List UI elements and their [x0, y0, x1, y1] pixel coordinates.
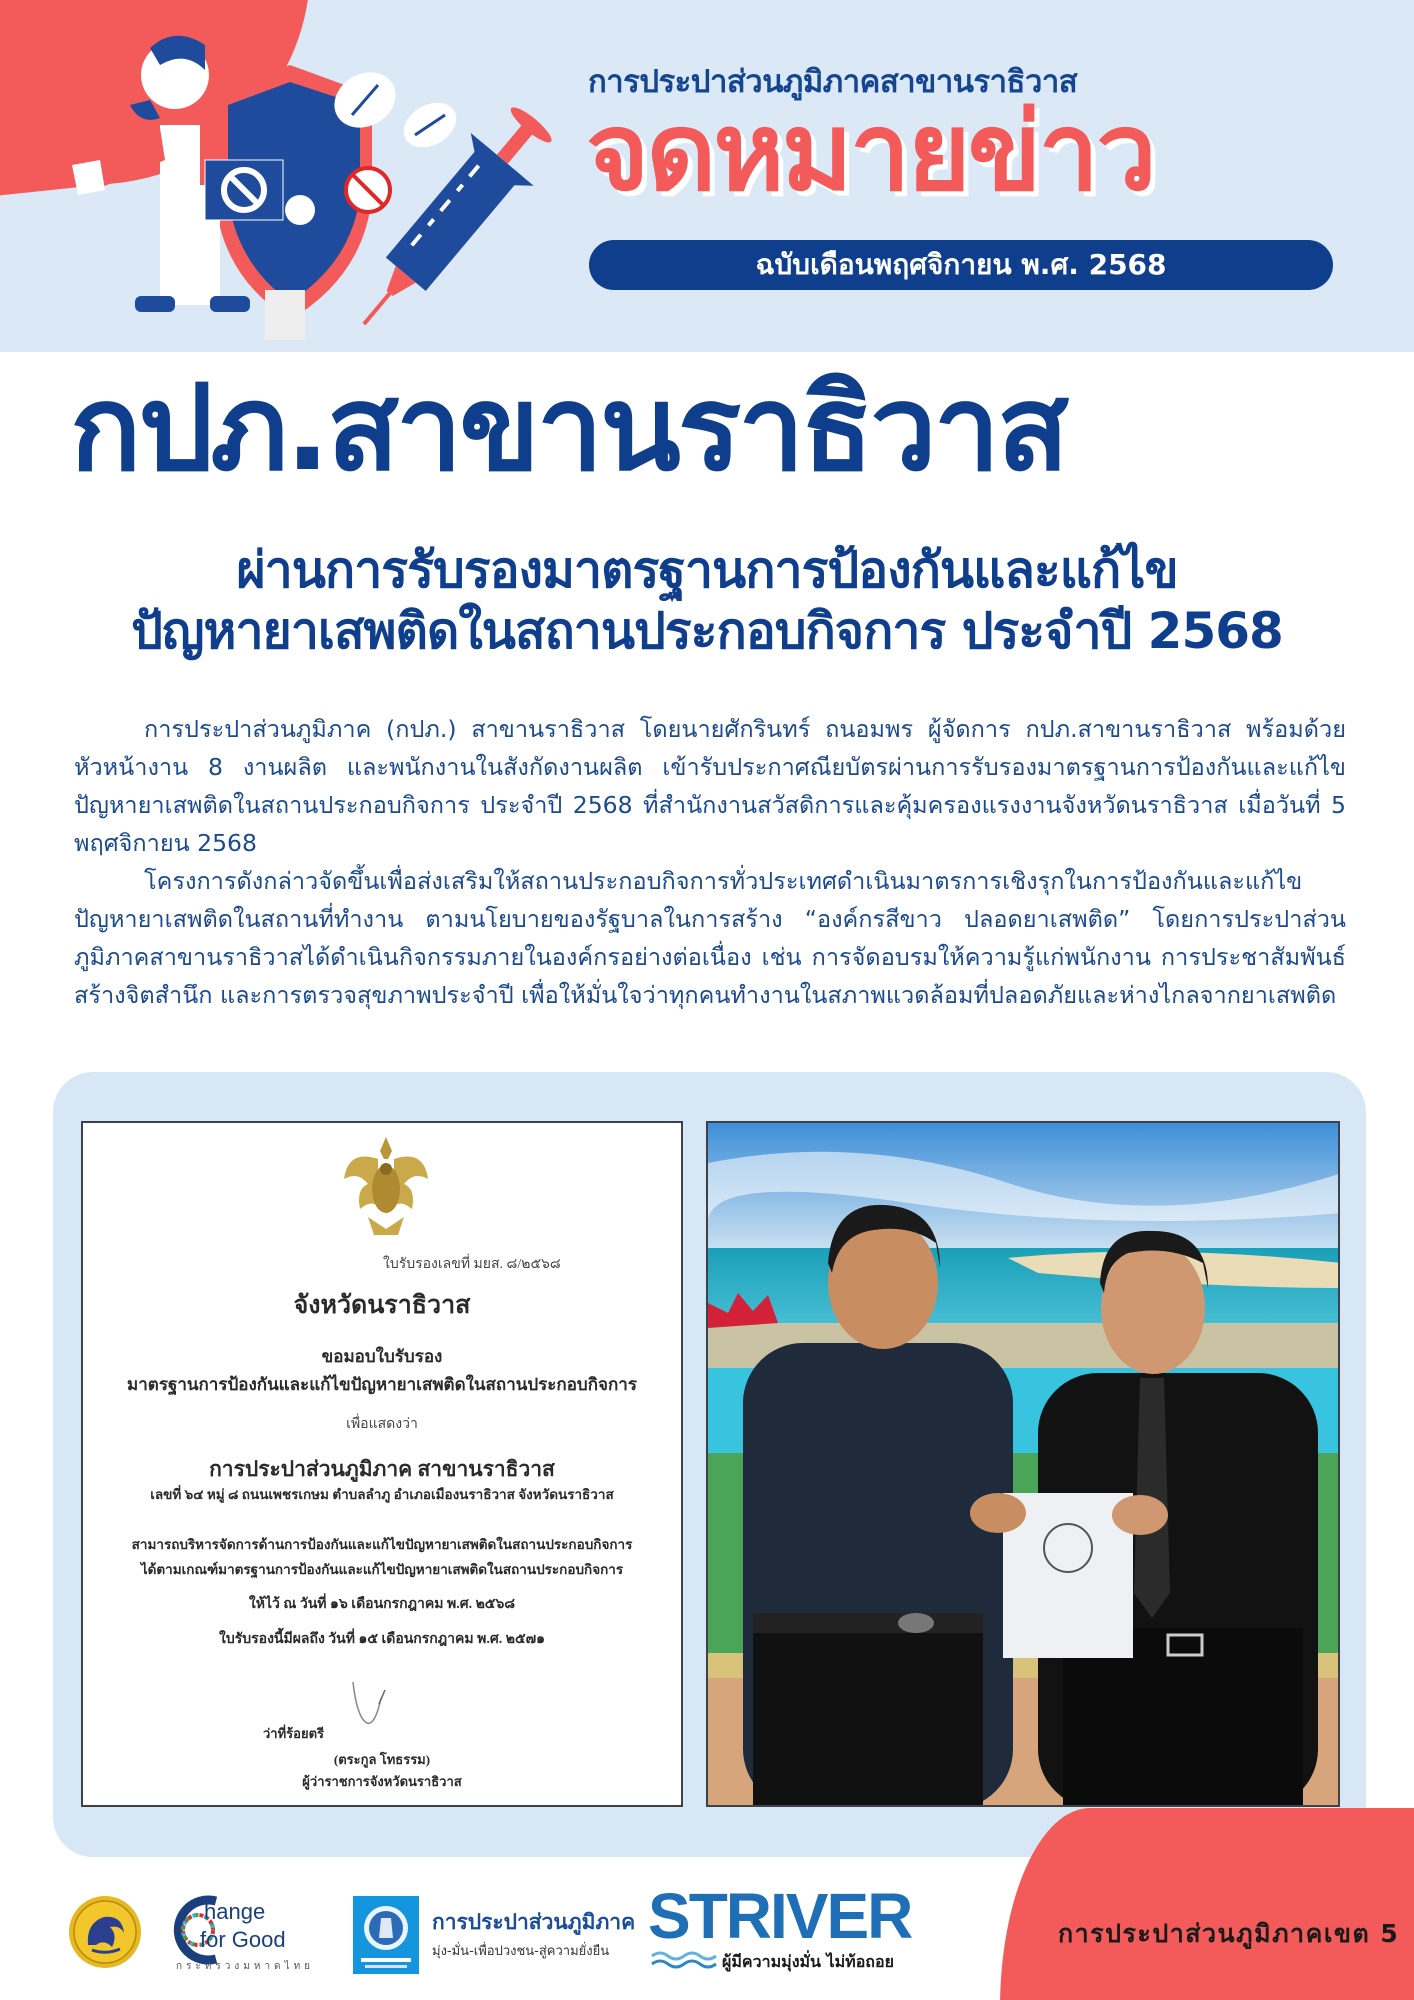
cfg-text-line1: hange [204, 1899, 266, 1924]
article-body [74, 710, 1346, 1014]
certificate-province: จังหวัดนราธิวาส [293, 1292, 471, 1319]
main-headline: กปภ.สาขานราธิวาส [70, 359, 1067, 497]
red-blob-decoration-bottom [1000, 1808, 1414, 2000]
article-paragraph-1: การประปาส่วนภูมิภาค (กปภ.) สาขานราธิวาส โดยนายศักรินทร์ ถนอมพร ผู้จัดการ กปภ.สาขานราธิวาส พร้อมด้วยหัวหน้างาน 8 งานผลิต และพนักงานในสังกัดงานผลิต เข้ารับประกาศณียบัตรผ่านการรับรองมาตรฐานการป้องกันและแก้ไขปัญหายาเสพติดในสถานประกอบกิจการ ประจำปี 2568 ที่สำนักงานสวัสดิการและคุ้มครองแรงงานจังหวัดนราธิวาส เมื่อวันที่ 5 พฤศจิกายน 2568 [74, 715, 1346, 857]
pwa-logo-icon [353, 1896, 419, 1974]
waves-icon [650, 1950, 720, 1972]
signer-rank: ว่าที่ร้อยตรี [263, 1726, 325, 1741]
certificate-statement-1: สามารถบริหารจัดการด้านการป้องกันและแก้ไขปัญหายาเสพติดในสถานประกอบกิจการ [131, 1537, 633, 1552]
anti-drug-illustration-icon [0, 0, 600, 352]
striver-tagline: ผู้มีความมุ่งมั่น ไม่ท้อถอย [722, 1952, 894, 1971]
ceremony-photo [706, 1121, 1340, 1807]
issue-badge [589, 240, 1333, 290]
striver-logo: STRIVER [648, 1880, 912, 1952]
ministry-seal-logo-icon [68, 1895, 142, 1969]
pwa-slogan: มุ่ง-มั่น-เพื่อปวงชน-สู่ความยั่งยืน [432, 1944, 610, 1959]
ceremony-photo-icon [708, 1123, 1340, 1807]
header-band [0, 0, 1414, 352]
certificate-address: เลขที่ ๖๔ หมู่ ๘ ถนนเพชรเกษม ตำบลลำภู อำเภอเมืองนราธิวาส จังหวัดนราธิวาส [150, 1487, 614, 1502]
change-for-good-logo [170, 1893, 330, 1973]
certificate-statement-2: ได้ตามเกณฑ์มาตรฐานการป้องกันและแก้ไขปัญหายาเสพติดในสถานประกอบกิจการ [140, 1562, 624, 1577]
issue-label: ฉบับเดือนพฤศจิกายน พ.ศ. 2568 [755, 248, 1167, 281]
sub-headline-line-2: ปัญหายาเสพติดในสถานประกอบกิจการ ประจำปี 2568 [131, 602, 1283, 660]
certificate-image [81, 1121, 683, 1807]
pwa-name: การประปาส่วนภูมิภาค [432, 1910, 636, 1934]
certificate-shows: เพื่อแสดงว่า [346, 1417, 418, 1432]
certificate-given-date: ให้ไว้ ณ วันที่ ๑๖ เดือนกรกฎาคม พ.ศ. ๒๕๖๘ [248, 1597, 516, 1612]
garuda-emblem-icon [338, 1129, 434, 1239]
article-paragraph-2: โครงการดังกล่าวจัดขึ้นเพื่อส่งเสริมให้สถานประกอบกิจการทั่วประเทศดำเนินมาตรการเชิงรุกในการป้องกันและแก้ไขปัญหายาเสพติดในสถานที่ทำงาน ตามนโยบายของรัฐบาลในการสร้าง “องค์กรสีขาว ปลอดยาเสพติด” โดยการประปาส่วนภูมิภาคสาขานราธิวาสได้ดำเนินกิจกรรมภายในองค์กรอย่างต่อเนื่อง เช่น การจัดอบรมให้ความรู้แก่พนักงาน การประชาสัมพันธ์สร้างจิตสำนึก และการตรวจสุขภาพประจำปี เพื่อให้มั่นใจว่าทุกคนทำงานในสภาพแวดล้อมที่ปลอดภัยและห่างไกลจากยาเสพติด [74, 867, 1346, 1009]
org-subtitle: การประปาส่วนภูมิภาคสาขานราธิวาส [588, 64, 1078, 100]
cfg-ministry-label: กระทรวงมหาดไทย [176, 1961, 315, 1972]
region-label: การประปาส่วนภูมิภาคเขต 5 [1058, 1919, 1400, 1948]
cfg-text-line2: for Good [200, 1927, 286, 1952]
certificate-standard: มาตรฐานการป้องกันและแก้ไขปัญหายาเสพติดในสถานประกอบกิจการ [127, 1375, 637, 1394]
signer-name: (ตระกูล โทธรรม) [333, 1752, 431, 1767]
sub-headline [60, 540, 1354, 662]
certificate-number: ใบรับรองเลขที่ มยส. ๘/๒๕๖๘ [383, 1257, 561, 1272]
certificate-organization: การประปาส่วนภูมิภาค สาขานราธิวาส [209, 1457, 555, 1481]
signer-title: ผู้ว่าราชการจังหวัดนราธิวาส [302, 1774, 462, 1789]
newsletter-title: จดหมายข่าว [586, 90, 1154, 215]
signature-icon [345, 1678, 395, 1733]
certificate-valid-until: ใบรับรองนี้มีผลถึง วันที่ ๑๕ เดือนกรกฎาคม พ.ศ. ๒๕๗๑ [219, 1632, 545, 1647]
certificate-grant: ขอมอบใบรับรอง [321, 1347, 443, 1366]
sub-headline-line-1: ผ่านการรับรองมาตรฐานการป้องกันและแก้ไข [236, 541, 1178, 599]
